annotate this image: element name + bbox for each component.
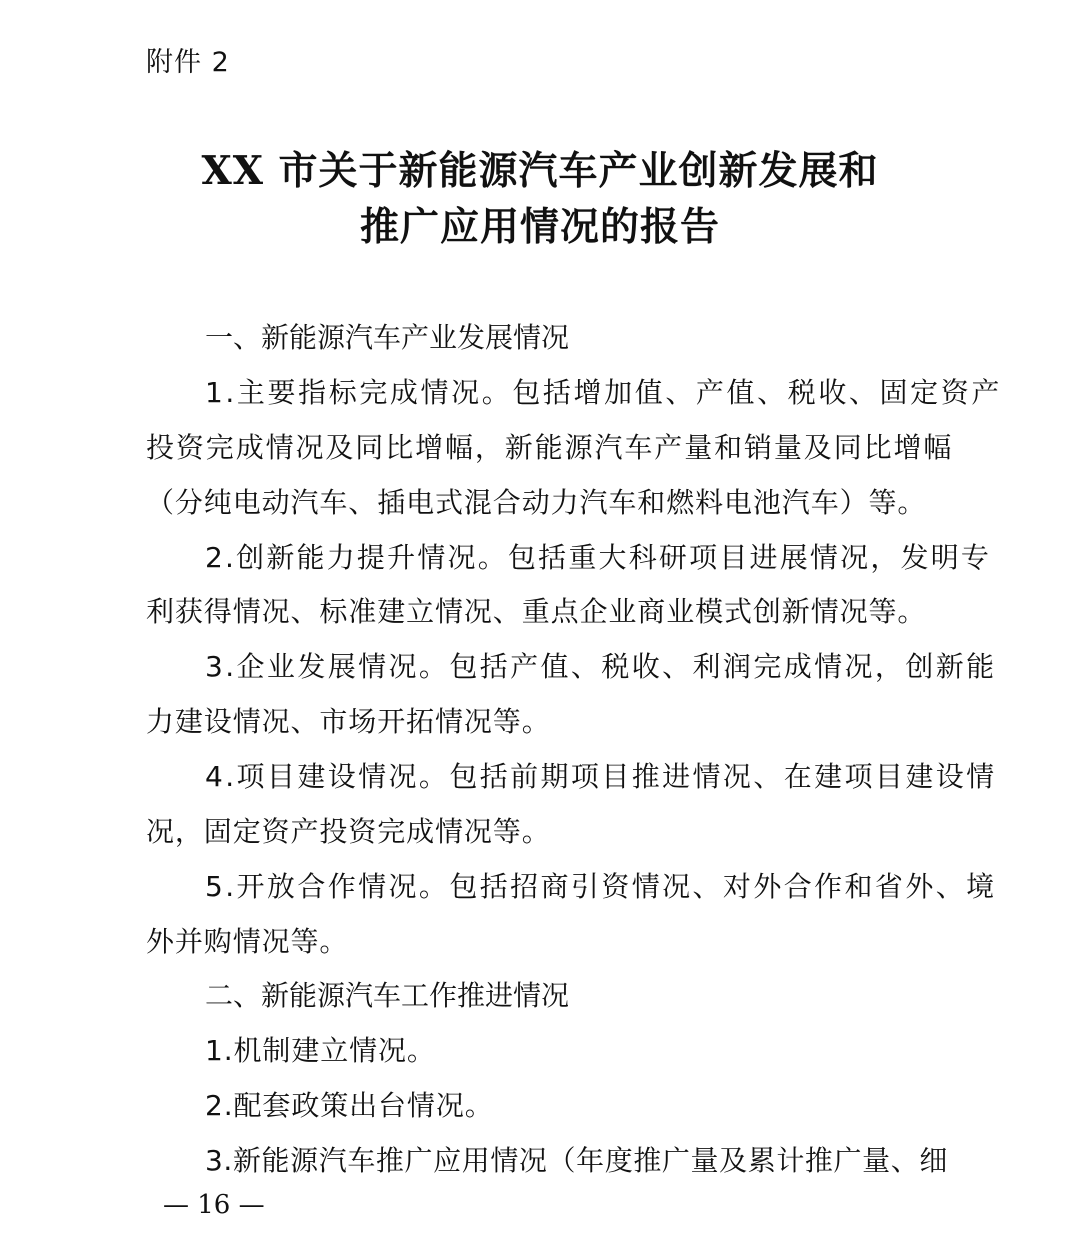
paragraph-line: 2.创新能力提升情况。包括重大科研项目进展情况，发明专	[205, 541, 992, 574]
paragraph-line: 1.机制建立情况。	[205, 1034, 436, 1067]
paragraph-line: （分纯电动汽车、插电式混合动力汽车和燃料电池汽车）等。	[146, 486, 927, 519]
document-title-line-1: XX 市关于新能源汽车产业创新发展和	[201, 148, 879, 194]
paragraph-line: 2.配套政策出台情况。	[205, 1089, 494, 1122]
attachment-label: 附件 2	[146, 47, 230, 78]
paragraph-line: 力建设情况、市场开拓情况等。	[146, 705, 551, 738]
section-heading-2: 二、新能源汽车工作推进情况	[205, 979, 570, 1012]
paragraph-line: 外并购情况等。	[146, 925, 349, 958]
paragraph-line: 投资完成情况及同比增幅，新能源汽车产量和销量及同比增幅	[146, 431, 954, 464]
paragraph-line: 1.主要指标完成情况。包括增加值、产值、税收、固定资产	[205, 376, 1002, 409]
paragraph-line: 况，固定资产投资完成情况等。	[146, 815, 551, 848]
page-number: — 16 —	[163, 1190, 265, 1220]
paragraph-line: 3.企业发展情况。包括产值、税收、利润完成情况，创新能	[205, 650, 997, 683]
paragraph-line: 利获得情况、标准建立情况、重点企业商业模式创新情况等。	[146, 595, 927, 628]
document-title-line-2: 推广应用情况的报告	[359, 204, 720, 250]
paragraph-line: 4.项目建设情况。包括前期项目推进情况、在建项目建设情	[205, 760, 997, 793]
paragraph-line: 3.新能源汽车推广应用情况（年度推广量及累计推广量、细	[205, 1144, 948, 1177]
paragraph-line: 5.开放合作情况。包括招商引资情况、对外合作和省外、境	[205, 870, 997, 903]
section-heading-1: 一、新能源汽车产业发展情况	[205, 321, 570, 354]
